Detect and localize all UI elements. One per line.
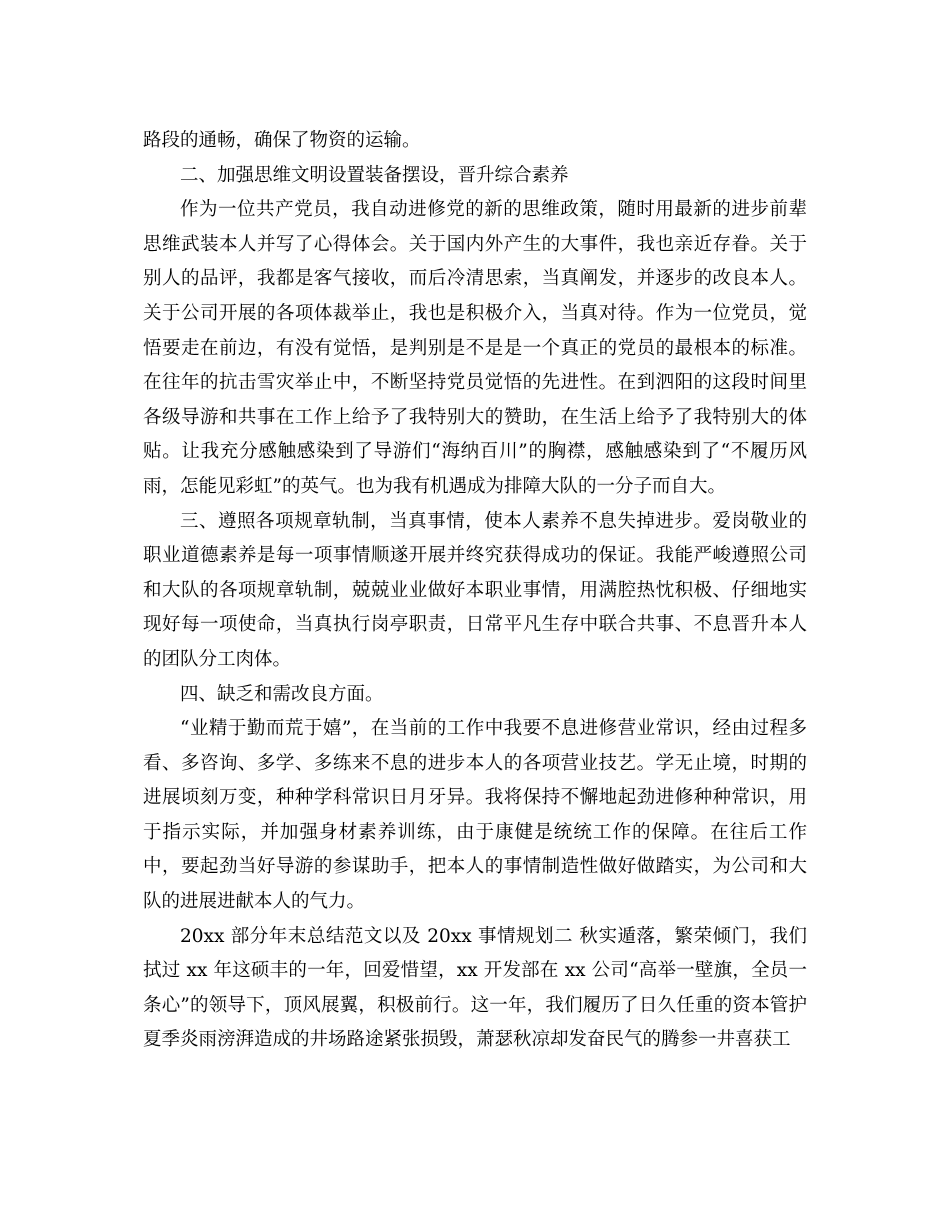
document-body (143, 124, 807, 1058)
paragraph-party-member: 作为一位共产党员，我自动进修党的新的思维政策，随时用最新的进步前辈思维武装本人并写了心得体会。关于国内外产生的大事件，我也亲近存眷。关于别人的品评，我都是客气接收，而后冷清思索，当真阐发，并逐步的改良本人。关于公司开展的各项体裁举止，我也是积极介入，当真对待。作为一位党员，觉悟要走在前边，有没有觉悟，是判别是不是是一个真正的党员的最根本的标准。在往年的抗击雪灾举止中，不断坚持党员觉悟的先进性。在到泗阳的这段时间里各级导游和共事在工作上给予了我特别大的赞助，在生活上给予了我特别大的体贴。让我充分感触感染到了导游们“海纳百川”的胸襟，感触感染到了“不履历风雨，怎能见彩虹”的英气。也为我有机遇成为排障大队的一分子而自大。 (143, 199, 807, 497)
section-heading-three: 三、遵照各项规章轨制，当真事情，使本人素养不息失掉进步。爱岗敬业的职业道德素养是每一项事情顺遂开展并终究获得成功的保证。我能严峻遵照公司和大队的各项规章轨制，兢兢业业做好本职业事情，用满腔热忱积极、仔细地实现好每一项使命，当真执行岗亭职责，日常平凡生存中联合共事、不息晋升本人的团队分工肉体。 (143, 510, 807, 670)
section-heading-four: 四、缺乏和需改良方面。 (180, 683, 384, 705)
paragraph-summary-two: 20xx 部分年末总结范文以及 20xx 事情规划二 秋实遁落，繁荣倾门，我们拭过 xx 年这硕丰的一年，回爱惜望，xx 开发部在 xx 公司“高举一壁旗，全员一条心”的领导下，顶风展翼，积极前行。这一年，我们履历了日久任重的资本管护夏季炎雨滂湃造成的井场路途紧张损毁，萧瑟秋凉却发奋民气的腾参一井喜获工 (143, 925, 807, 1051)
paragraph-improvement: “业精于勤而荒于嬉”，在当前的工作中我要不息进修营业常识，经由过程多看、多咨询、多学、多练来不息的进步本人的各项营业技艺。学无止境，时期的进展顷刻万变，种种学科常识日月牙异。我将保持不懈地起劲进修种种常识，用于指示实际，并加强身材素养训练，由于康健是统统工作的保障。在往后工作中，要起劲当好导游的参谋助手，把本人的事情制造性做好做踏实，为公司和大队的进展进献本人的气力。 (143, 718, 807, 913)
section-heading-two: 二、加强思维文明设置装备摆设，晋升综合素养 (180, 164, 569, 186)
paragraph-continuation: 路段的通畅，确保了物资的运输。 (143, 130, 421, 151)
